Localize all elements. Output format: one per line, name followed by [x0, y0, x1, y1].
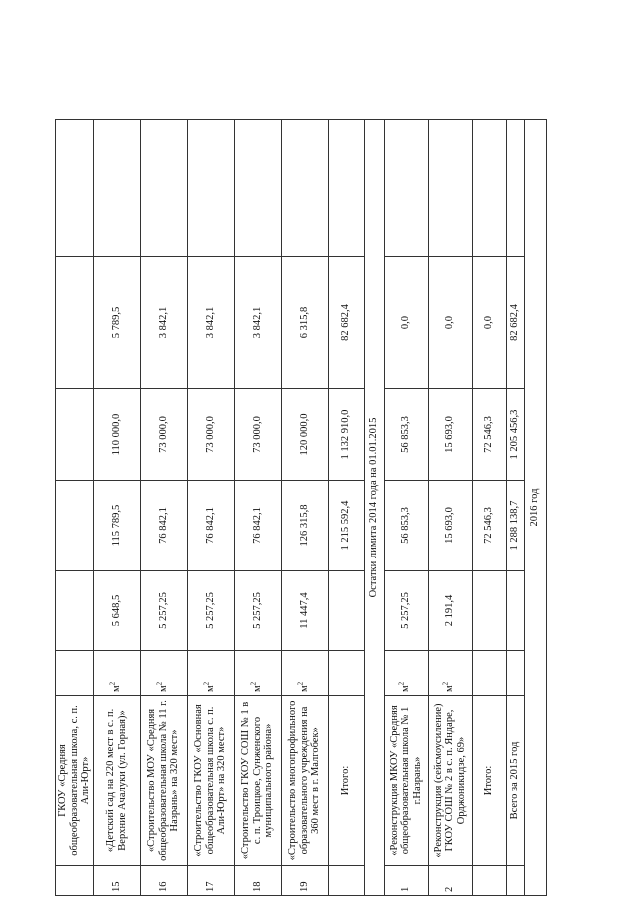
- balance-cell: 6 315,8: [281, 257, 328, 389]
- empty-cell: [328, 120, 364, 257]
- grand-total-label: Всего за 2015 год: [506, 696, 524, 866]
- total-balance: 82 682,4: [328, 257, 364, 389]
- empty-cell: [56, 120, 94, 257]
- unit-cell: [281, 651, 328, 696]
- unit-superscript: 2: [296, 681, 305, 686]
- limit-cell: 120 000,0: [281, 389, 328, 481]
- table-row: [428, 120, 472, 896]
- total-row: [328, 120, 364, 896]
- limit-cell: 15 693,0: [428, 389, 472, 481]
- unit-label: м: [298, 685, 310, 692]
- unit-superscript: 2: [249, 681, 258, 686]
- object-name: «Строительство МОУ «Средняя общеобразовательная школа № 11 г. Назрань» на 320 мест»: [140, 696, 187, 866]
- unit-cell: [140, 651, 187, 696]
- object-name: «Реконструкция МКОУ «Средняя общеобразовательная школа № 1 г.Назрань»: [384, 696, 428, 866]
- table-row: [234, 120, 281, 896]
- total-cost: 1 215 592,4: [328, 481, 364, 571]
- row-number: 17: [187, 866, 234, 896]
- unit-label: м: [110, 685, 122, 692]
- capacity-cell: 5 648,5: [93, 571, 140, 651]
- table-row: [281, 120, 328, 896]
- unit-cell: [506, 651, 524, 696]
- budget-table: [55, 119, 547, 896]
- row-number: 2: [428, 866, 472, 896]
- cost-cell: 76 842,1: [140, 481, 187, 571]
- unit-cell: [328, 651, 364, 696]
- cost-cell: 56 853,3: [384, 481, 428, 571]
- capacity-cell: [506, 571, 524, 651]
- object-name: «Реконструкция (сейсмоусиление) ГКОУ СОШ № 2 в с. п. Яндаре, Орджоникидзе, 69»: [428, 696, 472, 866]
- capacity-cell: 5 257,25: [140, 571, 187, 651]
- unit-cell: [234, 651, 281, 696]
- limit-cell: 56 853,3: [384, 389, 428, 481]
- total-row: [472, 120, 506, 896]
- grand-total-row: [506, 120, 524, 896]
- unit-cell: [428, 651, 472, 696]
- table-row: [56, 120, 94, 896]
- object-name: «Строительство ГКОУ СОШ № 1 в с. п. Троицкое, Сунженского муниципального района»: [234, 696, 281, 866]
- unit-cell: [472, 651, 506, 696]
- unit-label: м: [204, 685, 216, 692]
- capacity-cell: 5 257,25: [187, 571, 234, 651]
- limit-cell: 73 000,0: [140, 389, 187, 481]
- grand-total-limit: 1 205 456,3: [506, 389, 524, 481]
- row-number: 18: [234, 866, 281, 896]
- unit-cell: [93, 651, 140, 696]
- row-number: [472, 866, 506, 896]
- empty-cell: [506, 120, 524, 257]
- capacity-cell: [328, 571, 364, 651]
- unit-superscript: 2: [155, 681, 164, 686]
- empty-cell: [472, 120, 506, 257]
- total-limit: 72 546,3: [472, 389, 506, 481]
- row-number: 1: [384, 866, 428, 896]
- cost-cell: 126 315,8: [281, 481, 328, 571]
- empty-cell: [428, 120, 472, 257]
- object-name: ГКОУ «Средняя общеобразовательная школа, с. п. Али-Юрт»: [56, 696, 94, 866]
- empty-cell: [187, 120, 234, 257]
- balance-cell: 3 842,1: [140, 257, 187, 389]
- capacity-cell: [56, 571, 94, 651]
- limit-cell: [56, 389, 94, 481]
- balance-cell: 0,0: [428, 257, 472, 389]
- cost-cell: 76 842,1: [234, 481, 281, 571]
- total-label: Итого:: [472, 696, 506, 866]
- year-heading: 2016 год: [524, 120, 546, 896]
- unit-superscript: 2: [441, 681, 450, 686]
- grand-total-balance: 82 682,4: [506, 257, 524, 389]
- empty-cell: [234, 120, 281, 257]
- capacity-cell: 2 191,4: [428, 571, 472, 651]
- cost-cell: 15 693,0: [428, 481, 472, 571]
- unit-cell: [56, 651, 94, 696]
- limit-cell: 73 000,0: [234, 389, 281, 481]
- balance-cell: 3 842,1: [187, 257, 234, 389]
- table-row: [140, 120, 187, 896]
- object-name: «Строительство многопрофильного образовательного учреждения на 360 мест в г. Малгобек»: [281, 696, 328, 866]
- unit-label: м: [400, 685, 412, 692]
- unit-cell: [187, 651, 234, 696]
- section-header-row: [364, 120, 384, 896]
- capacity-cell: 5 257,25: [384, 571, 428, 651]
- limit-cell: 73 000,0: [187, 389, 234, 481]
- empty-cell: [384, 120, 428, 257]
- total-balance: 0,0: [472, 257, 506, 389]
- object-name: «Детский сад на 220 мест в с. п. Верхние Ачалуки (ул. Горная)»: [93, 696, 140, 866]
- row-number: [506, 866, 524, 896]
- row-number: 16: [140, 866, 187, 896]
- table-row: [384, 120, 428, 896]
- balance-cell: 5 789,5: [93, 257, 140, 389]
- empty-cell: [140, 120, 187, 257]
- total-label: Итого:: [328, 696, 364, 866]
- total-cost: 72 546,3: [472, 481, 506, 571]
- row-number: [56, 866, 94, 896]
- balance-cell: [56, 257, 94, 389]
- row-number: 19: [281, 866, 328, 896]
- capacity-cell: [472, 571, 506, 651]
- empty-cell: [93, 120, 140, 257]
- unit-label: м: [157, 685, 169, 692]
- grand-total-cost: 1 288 138,7: [506, 481, 524, 571]
- unit-label: м: [251, 685, 263, 692]
- year-heading-row: [524, 120, 546, 896]
- unit-superscript: 2: [202, 681, 211, 686]
- unit-cell: [384, 651, 428, 696]
- row-number: [328, 866, 364, 896]
- cost-cell: 76 842,1: [187, 481, 234, 571]
- row-number: 15: [93, 866, 140, 896]
- balance-cell: 0,0: [384, 257, 428, 389]
- cost-cell: [56, 481, 94, 571]
- capacity-cell: 11 447,4: [281, 571, 328, 651]
- limit-cell: 110 000,0: [93, 389, 140, 481]
- capacity-cell: 5 257,25: [234, 571, 281, 651]
- unit-label: м: [444, 685, 456, 692]
- table-row: [187, 120, 234, 896]
- unit-superscript: 2: [108, 681, 117, 686]
- balance-cell: 3 842,1: [234, 257, 281, 389]
- cost-cell: 115 789,5: [93, 481, 140, 571]
- unit-superscript: 2: [397, 681, 406, 686]
- total-limit: 1 132 910,0: [328, 389, 364, 481]
- section-title: Остатки лимита 2014 года на 01.01.2015: [364, 120, 384, 896]
- object-name: «Строительство ГКОУ «Основная общеобразовательная школа с. п. Али-Юрт» на 320 мест»: [187, 696, 234, 866]
- table-row: [93, 120, 140, 896]
- empty-cell: [281, 120, 328, 257]
- rotated-table-sheet: [55, 120, 541, 896]
